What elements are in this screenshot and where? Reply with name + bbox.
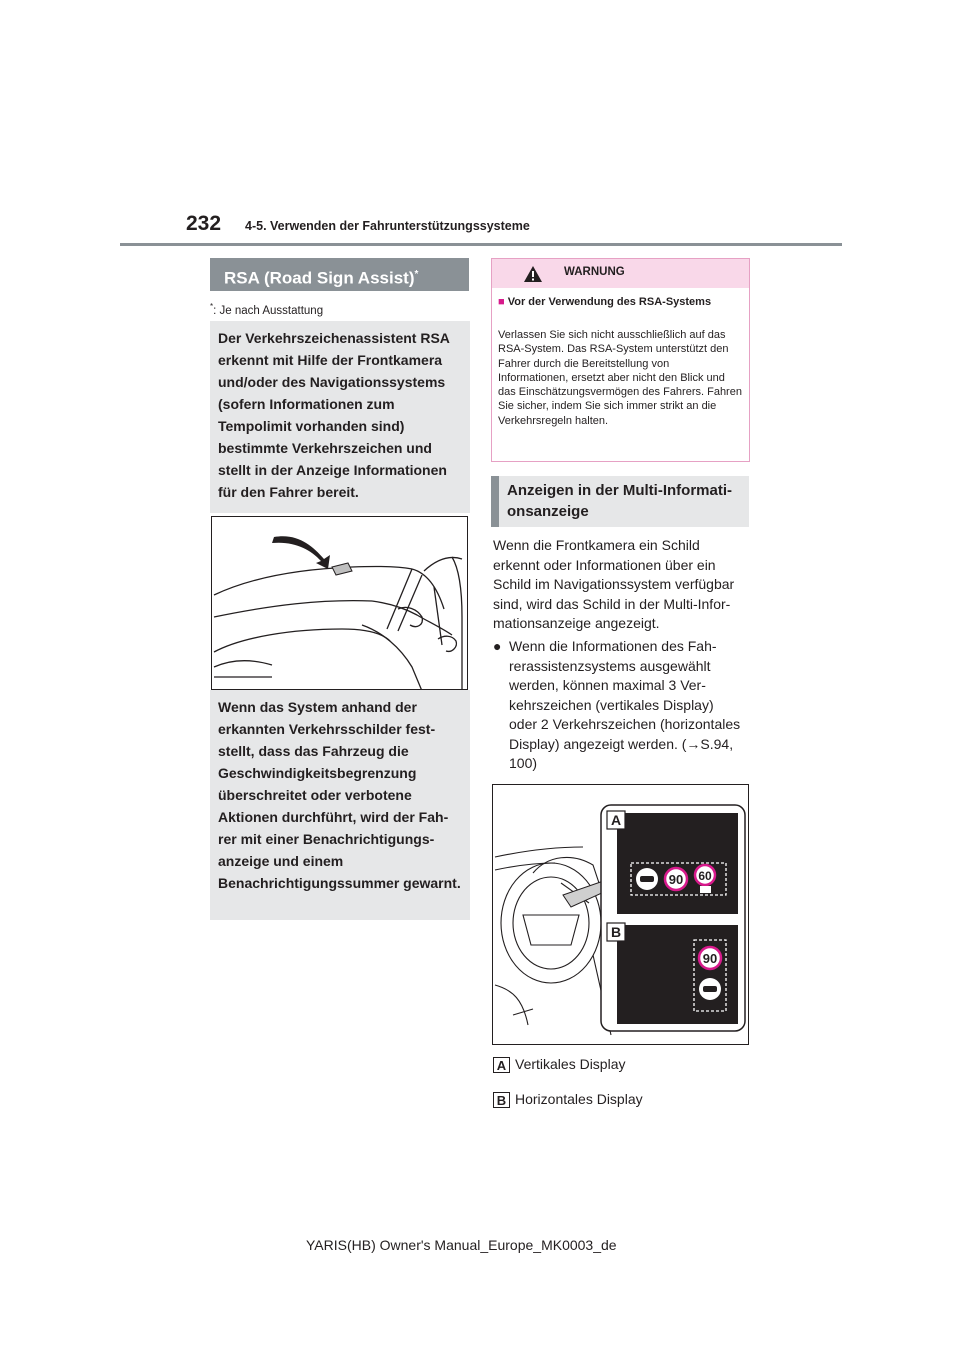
- section-title-mid: Anzeigen in der Multi-Informationsanzeige: [491, 476, 749, 527]
- speed-sign-90-text-b: 90: [702, 951, 718, 966]
- legend-text-a: Vertikales Display: [515, 1056, 626, 1072]
- notification-info-box: [210, 690, 470, 920]
- warning-body: Verlassen Sie sich nicht ausschließlich auf das RSA-System. Das RSA-System unterstützt den Fahrer durch die Bereitstellung von Informationen, ersetzt aber nicht den Blick und das Einschätzungsvermögen des Fahrers. Fahren Sie sicher, indem Sie sich immer strikt an die Verkehrsregeln halten.: [498, 329, 742, 427]
- car-interior-drawing: [212, 517, 468, 690]
- display-figure: [492, 784, 749, 1045]
- section-title-rsa: [210, 258, 469, 291]
- windshield-camera-illustration: [211, 516, 468, 690]
- speed-sign-90-text: 90: [668, 872, 684, 887]
- figure-label-a: A: [610, 812, 622, 828]
- dashboard-display-drawing: [493, 785, 749, 1045]
- warning-title: WARNUNG: [564, 266, 625, 278]
- warning-header: [492, 259, 749, 288]
- body-paragraph: Wenn die Frontkamera ein Schild erkennt oder Informationen über ein Schild im Navigationssystem verfügbar sind, wird das Schild in der Multi-Informationsanzeige angezeigt.: [493, 537, 735, 631]
- intro-text: Der Verkehrszeichenassistent RSA erkennt mit Hilfe der Frontkamera und/oder des Navigationssystems (sofern Informationen zum Tempolimit vorhanden sind) bestimmte Verkehrszeichen und stellt in der Anzeige Informationen für den Fahrer bereit.: [218, 330, 450, 500]
- warning-subtitle: [498, 295, 738, 309]
- legend-text-b: Horizontales Display: [515, 1091, 643, 1107]
- speed-sign-60-text: 60: [698, 869, 712, 883]
- footnote-marker: *: [414, 269, 419, 280]
- notification-text: Wenn das System anhand der erkannten Verkehrsschilder feststellt, dass das Fahrzeug die Geschwindigkeitsbegrenzung überschreitet oder verbotene Aktionen durchführt, wird der Fahrer mit einer Benachrichtigungsanzeige und einem Benachrichtigungssummer gewarnt.: [218, 699, 461, 891]
- chapter-title: 4-5. Verwenden der Fahrunterstützungssysteme: [245, 219, 530, 233]
- warning-box: [491, 258, 750, 462]
- figure-label-b: B: [610, 924, 622, 940]
- legend-item-b: [493, 1091, 643, 1108]
- bullet-text: Wenn die Informationen des Fahrerassistenzsystems ausgewählt werden, können maximal 3 Verkehrszeichen (vertikales Display) oder 2 Verkehrszeichen (horizontales Display) angezeigt werden. (→S.94, 100): [509, 638, 741, 771]
- warning-triangle-icon: [523, 265, 543, 283]
- footer-text: YARIS(HB) Owner's Manual_Europe_MK0003_de: [306, 1237, 617, 1253]
- bullet-dot-icon: ●: [493, 638, 502, 654]
- square-bullet-icon: ■: [498, 296, 505, 308]
- intro-box: [210, 321, 470, 513]
- page-number: 232: [186, 212, 222, 235]
- header-divider: [120, 243, 842, 246]
- footnote: [210, 302, 323, 317]
- footnote-mark: *: [210, 302, 214, 311]
- legend-tag-a: A: [493, 1057, 510, 1073]
- section-title-text: RSA (Road Sign Assist): [224, 268, 415, 288]
- footnote-text: : Je nach Ausstattung: [213, 304, 324, 317]
- legend-item-a: [493, 1056, 626, 1073]
- warning-subtitle-text: Vor der Verwendung des RSA-Systems: [507, 296, 712, 308]
- legend-tag-b: B: [493, 1092, 510, 1108]
